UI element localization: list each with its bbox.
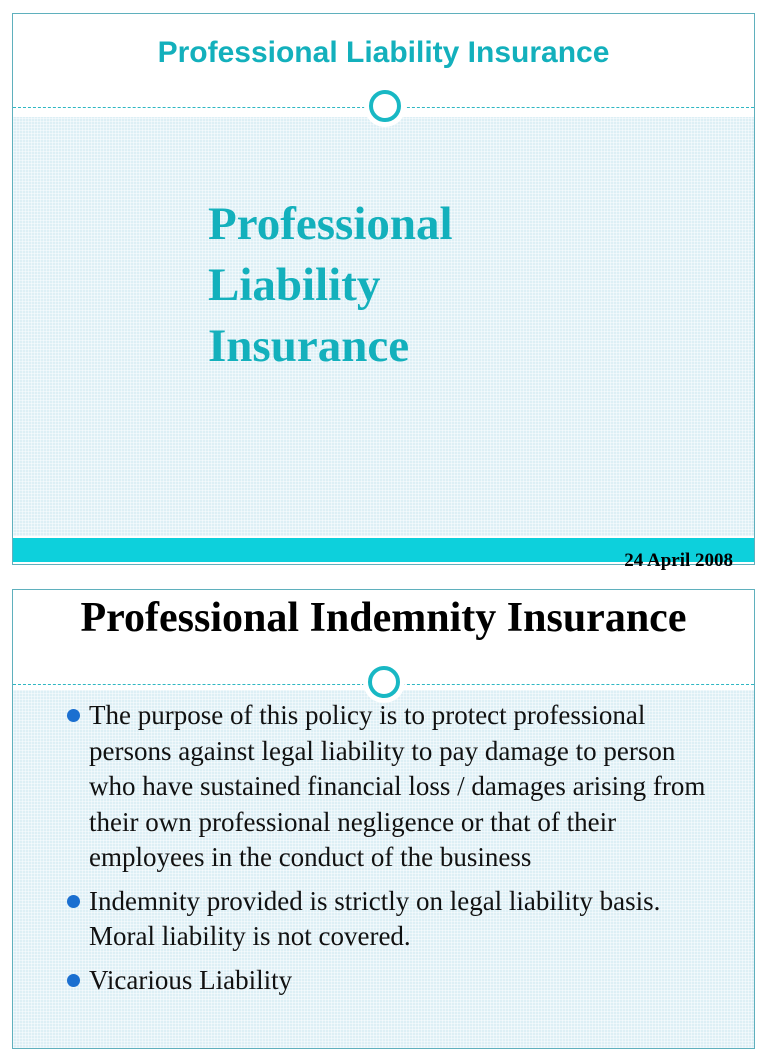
bullet-item (65, 963, 725, 999)
bullet-list (65, 698, 725, 1006)
bullet-dot-icon (67, 974, 80, 987)
slide-2 (12, 589, 755, 1049)
slide-title: Professional Indemnity Insurance (80, 595, 687, 641)
bullet-dot-icon (67, 709, 80, 722)
bullet-dot-icon (67, 895, 80, 908)
slide-1 (12, 13, 755, 565)
bullet-item (65, 698, 725, 876)
bullet-text: The purpose of this policy is to protect professional persons against legal liability to pay damage to person who have sustained financial loss / damages arising from their own professional negligence or that of their employees in the conduct of the business (89, 700, 706, 872)
slide-header-title: Professional Liability Insurance (157, 36, 610, 69)
main-title-line: Professional (208, 198, 453, 250)
bullet-item (65, 884, 725, 955)
slide-date: 24 April 2008 (624, 550, 733, 571)
bullet-text: Indemnity provided is strictly on legal liability basis. Moral liability is not covered. (89, 885, 661, 951)
main-title-line: Liability (208, 259, 381, 311)
circle-divider-icon (369, 90, 401, 122)
bullet-text: Vicarious Liability (89, 964, 293, 995)
main-title (208, 194, 453, 377)
circle-divider-icon (368, 666, 400, 698)
main-title-line: Insurance (208, 320, 410, 372)
